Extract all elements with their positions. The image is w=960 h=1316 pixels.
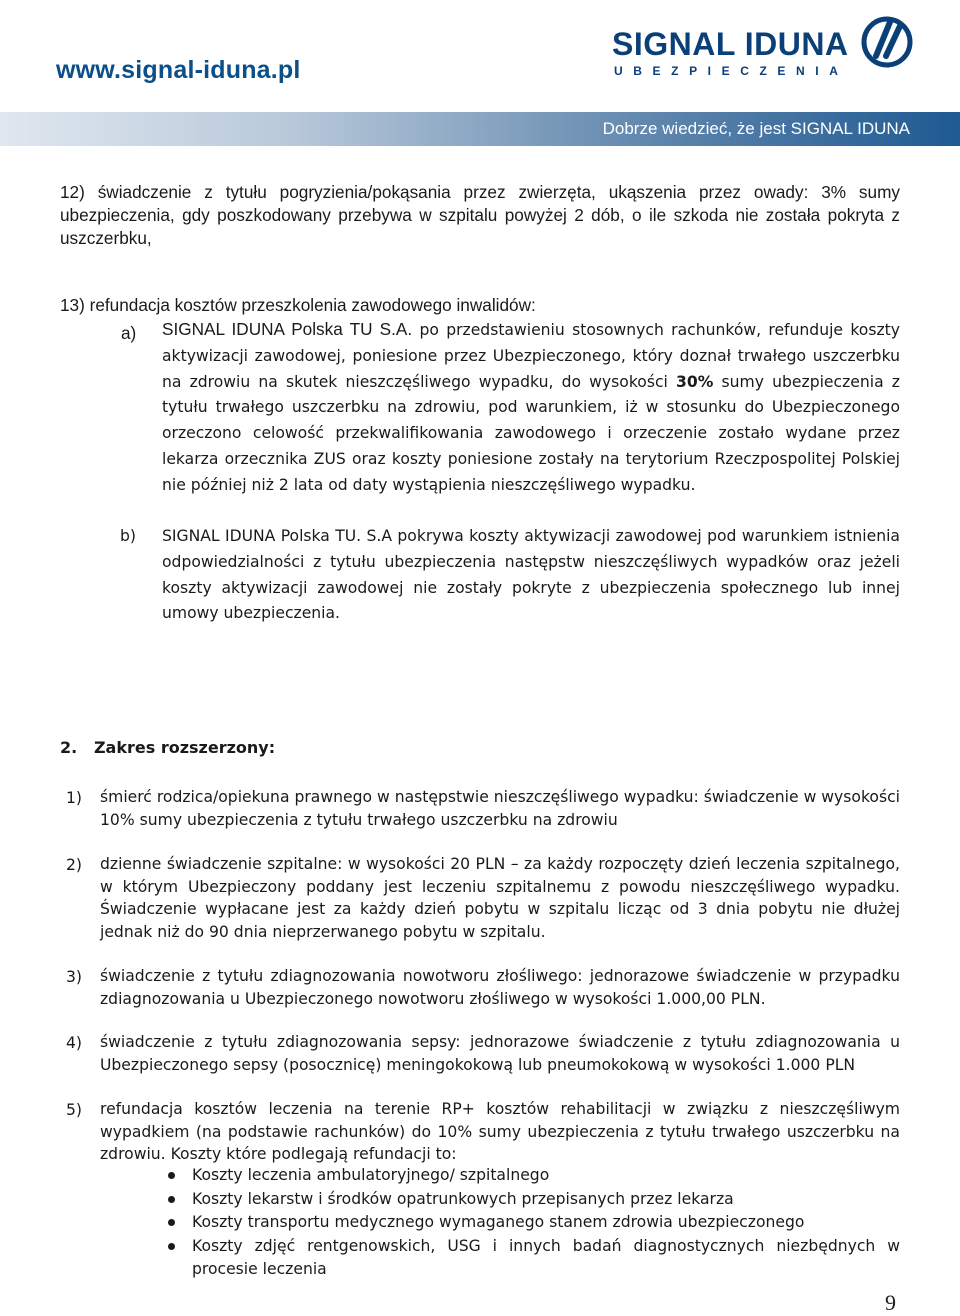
bullet-icon <box>168 1243 175 1250</box>
ext-item-3 <box>100 965 900 1010</box>
header-slogan: Dobrze wiedzieć, że jest SIGNAL IDUNA <box>602 119 910 138</box>
bullet-icon <box>168 1219 175 1226</box>
item-13b-marker: b) <box>120 527 136 545</box>
bullet-icon <box>168 1196 175 1203</box>
item-12-text: 12) świadczenie z tytułu pogryzienia/pokąsania przez zwierzęta, ukąszenia przez owady: 3% sumy ubezpieczenia, gdy poszkodowany przebywa w szpitalu powyżej 2 dób, o ile szkoda nie została pokryta z uszczerbku, <box>60 182 900 248</box>
item-13a-text-rest: sumy ubezpieczenia z tytułu trwałego uszczerbku na zdrowiu, pod warunkiem, iż w stosunku do Ubezpieczonego orzeczono celowość przekwalifikowania zawodowego i orzeczenie zostało wydane przez lekarza orzecznika ZUS oraz koszty poniesione zostały na terytorium Rzeczpospolitej Polskiej nie później niż 2 lata od daty wystąpienia nieszczęśliwego wypadku. <box>162 372 900 494</box>
ext-item-1 <box>100 786 900 831</box>
item-13b <box>162 524 900 627</box>
list-item: Koszty transportu medycznego wymaganego stanem zdrowia ubezpieczonego <box>162 1211 902 1235</box>
item-13a <box>162 318 900 499</box>
ext-item-4 <box>100 1031 900 1076</box>
item-13-text: 13) refundacja kosztów przeszkolenia zawodowego inwalidów: <box>60 295 536 315</box>
signal-iduna-logo-icon <box>861 10 913 70</box>
list-item: Koszty lekarstw i środków opatrunkowych przepisanych przez lekarza <box>162 1188 902 1212</box>
logo-wordmark: SIGNAL IDUNA <box>612 26 849 62</box>
ext-1-marker: 1) <box>66 789 83 807</box>
ext-5-text: refundacja kosztów leczenia na terenie RP+ kosztów rehabilitacji w związku z nieszczęśliwym wypadkiem (na podstawie rachunków) do 10% sumy ubezpieczenia z tytułu trwałego uszczerbku na zdrowiu. Koszty które podlegają refundacji to: <box>100 1100 900 1163</box>
item-13a-lead: SIGNAL IDUNA Polska TU S.A. <box>162 319 413 339</box>
item-13a-text: po przedstawieniu stosownych rachunków, refunduje koszty aktywizacji zawodowej, poniesione przez Ubezpieczonego, który doznał trwałego uszczerbku na zdrowiu na skutek nieszczęśliwego wypadku, do wysokości <box>162 321 900 391</box>
item-13a-marker: a) <box>121 323 137 343</box>
item-13b-text: SIGNAL IDUNA Polska TU. S.A pokrywa koszty aktywizacji zawodowej pod warunkiem istnienia odpowiedzialności z tytułu ubezpieczenia następstw nieszczęśliwych wypadków oraz jeżeli koszty aktywizacji zawodowej nie zostały pokryte z ubezpieczenia społecznego lub innej umowy ubezpieczenia. <box>162 527 900 623</box>
item-13-heading <box>60 294 900 317</box>
ext-1-text: śmierć rodzica/opiekuna prawnego w następstwie nieszczęśliwego wypadku: świadczenie w wysokości 10% sumy ubezpieczenia z tytułu trwałego uszczerbku na zdrowiu <box>100 788 900 829</box>
ext-2-text: dzienne świadczenie szpitalne: w wysokości 20 PLN – za każdy rozpoczęty dzień leczenia szpitalnego, w którym Ubezpieczony poddany jest leczeniu szpitalnemu z powodu nieszczęśliwego wypadku. Świadczenie wypłacane jest za każdy dzień pobytu w szpitalu licząc od 3 dnia pobytu nie dłużej jednak niż do 90 dnia nieprzerwanego pobytu w szpitalu. <box>100 855 900 941</box>
ext-3-marker: 3) <box>66 968 83 986</box>
ext-4-marker: 4) <box>66 1034 83 1052</box>
page-number: 9 <box>885 1290 896 1315</box>
section-2-number: 2. <box>60 738 78 757</box>
section-2-label: Zakres rozszerzony: <box>93 738 276 757</box>
section-2-title <box>60 738 275 757</box>
ext-5-marker: 5) <box>66 1101 83 1119</box>
refund-list <box>162 1164 902 1282</box>
page-header <box>0 0 960 146</box>
ext-item-5 <box>100 1098 900 1166</box>
item-13a-bold-percent: 30% <box>676 372 714 391</box>
ext-3-text: świadczenie z tytułu zdiagnozowania nowotworu złośliwego: jednorazowe świadczenie w przypadku zdiagnozowania u Ubezpieczonego nowotworu złośliwego w wysokości 1.000,00 PLN. <box>100 967 900 1008</box>
ext-4-text: świadczenie z tytułu zdiagnozowania sepsy: jednorazowe świadczenie z tytułu zdiagnozowania u Ubezpieczonego sepsy (posocznicę) meningokokową lub pneumokokową w wysokości 1.000 PLN <box>100 1033 900 1074</box>
logo-subtitle: UBEZPIECZENIA <box>614 64 849 78</box>
ext-item-2 <box>100 853 900 943</box>
bullet-icon <box>168 1172 175 1179</box>
item-12 <box>60 181 900 249</box>
list-item: Koszty zdjęć rentgenowskich, USG i innych badań diagnostycznych niezbędnych w procesie leczenia <box>162 1235 902 1282</box>
ext-2-marker: 2) <box>66 856 83 874</box>
website-url: www.signal-iduna.pl <box>56 56 301 84</box>
list-item: Koszty leczenia ambulatoryjnego/ szpitalnego <box>162 1164 902 1188</box>
